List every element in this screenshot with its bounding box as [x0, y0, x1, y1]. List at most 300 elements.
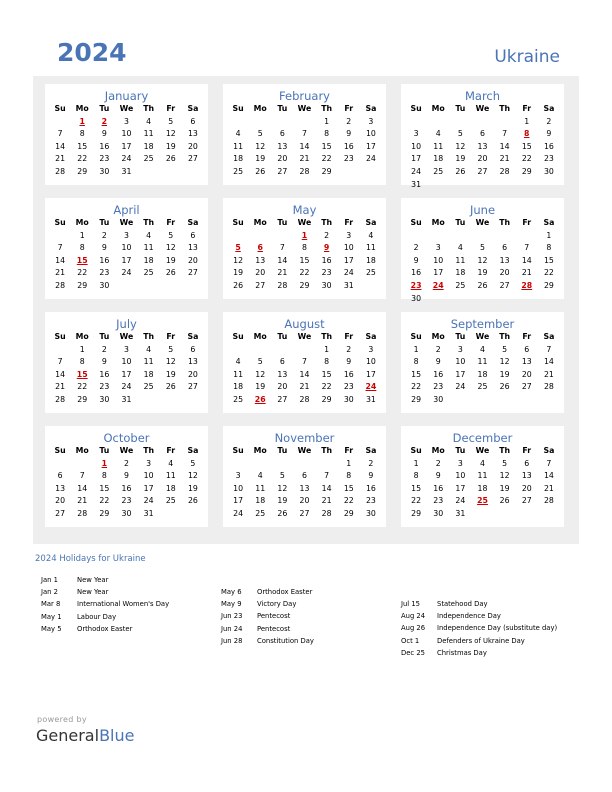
holiday-row	[401, 635, 557, 647]
holiday-name: Independence Day (substitute day)	[437, 624, 558, 633]
day-cell: 29	[299, 280, 310, 290]
weekday-header: Mo	[431, 446, 445, 455]
weekday-header: We	[119, 332, 134, 341]
day-cell: 4	[480, 458, 485, 468]
holiday-date: Aug 26	[401, 624, 426, 633]
empty-cell	[227, 344, 249, 357]
day-cell: 22	[99, 496, 110, 506]
day-cell: 8	[413, 471, 419, 481]
day-cell: 15	[411, 369, 422, 379]
day-cell: 1	[346, 458, 352, 468]
day-cell: 14	[299, 141, 310, 151]
day-grid	[223, 217, 386, 293]
day-cell: 30	[343, 394, 354, 404]
empty-cell	[494, 230, 516, 243]
day-cell: 30	[99, 394, 110, 404]
holiday-name: International Women's Day	[77, 600, 170, 609]
day-cell: 30	[365, 508, 376, 518]
day-cell: 30	[543, 166, 554, 176]
day-cell: 21	[55, 154, 66, 164]
day-cell: 17	[143, 483, 154, 493]
weekday-header: We	[297, 104, 312, 113]
day-cell: 27	[55, 508, 66, 518]
empty-cell	[405, 116, 427, 129]
weekday-header: Fr	[344, 218, 354, 227]
weekday-header: Th	[321, 218, 333, 227]
day-cell: 13	[277, 369, 288, 379]
weekday-header: Th	[321, 446, 333, 455]
holiday-day-cell: 23	[410, 280, 422, 290]
empty-cell	[271, 458, 293, 471]
day-cell: 8	[346, 471, 352, 481]
empty-cell	[227, 116, 249, 129]
day-cell: 6	[524, 344, 530, 354]
weekday-header: Su	[410, 446, 422, 455]
month-name: November	[274, 431, 335, 445]
holiday-date: Jun 28	[221, 636, 243, 645]
weekday-header: We	[475, 446, 490, 455]
day-cell: 10	[411, 141, 422, 151]
day-cell: 17	[121, 255, 132, 265]
day-cell: 12	[455, 141, 466, 151]
day-cell: 16	[433, 483, 444, 493]
day-cell: 13	[187, 129, 198, 139]
day-cell: 2	[546, 116, 552, 126]
month-name: August	[284, 317, 325, 331]
generalblue-logo[interactable]	[36, 726, 134, 745]
day-cell: 3	[235, 471, 241, 481]
weekday-header: Mo	[253, 218, 267, 227]
day-cell: 13	[187, 243, 198, 253]
weekday-header: Tu	[277, 104, 288, 113]
weekday-header: We	[119, 218, 134, 227]
weekday-header: Th	[143, 218, 155, 227]
day-cell: 10	[343, 243, 354, 253]
day-cell: 30	[433, 394, 444, 404]
day-cell: 10	[121, 357, 132, 367]
weekday-header: Th	[499, 446, 511, 455]
weekday-header: We	[475, 218, 490, 227]
day-cell: 22	[343, 496, 354, 506]
day-cell: 18	[233, 382, 244, 392]
day-cell: 22	[411, 382, 422, 392]
day-cell: 2	[368, 458, 374, 468]
day-cell: 19	[255, 382, 266, 392]
day-cell: 21	[55, 382, 66, 392]
weekday-header: Sa	[543, 332, 555, 341]
day-cell: 7	[324, 471, 330, 481]
day-cell: 29	[321, 394, 332, 404]
day-cell: 5	[480, 243, 485, 253]
holiday-column	[221, 586, 314, 647]
day-cell: 20	[55, 496, 66, 506]
day-cell: 26	[455, 166, 466, 176]
day-cell: 5	[257, 129, 263, 139]
day-cell: 5	[190, 458, 196, 468]
holiday-name: Victory Day	[257, 600, 297, 609]
weekday-header: Tu	[99, 446, 110, 455]
day-cell: 11	[143, 129, 154, 139]
day-grid	[45, 103, 208, 179]
weekday-header: Tu	[277, 446, 288, 455]
weekday-header: Sa	[187, 332, 199, 341]
day-cell: 23	[321, 268, 332, 278]
day-cell: 4	[435, 129, 441, 139]
day-cell: 10	[433, 255, 444, 265]
day-cell: 11	[255, 483, 266, 493]
holiday-day-cell: 5	[235, 243, 241, 253]
day-cell: 7	[57, 357, 63, 367]
day-cell: 20	[477, 154, 488, 164]
holiday-day-cell: 1	[301, 230, 308, 240]
day-cell: 11	[143, 243, 154, 253]
day-cell: 14	[55, 369, 66, 379]
empty-cell	[449, 230, 471, 243]
day-cell: 20	[521, 369, 532, 379]
day-cell: 25	[455, 280, 466, 290]
day-cell: 24	[365, 154, 376, 164]
day-cell: 3	[413, 129, 419, 139]
holiday-day-cell: 26	[254, 394, 266, 404]
weekday-header: Su	[54, 104, 66, 113]
day-cell: 3	[124, 230, 129, 240]
day-cell: 18	[233, 154, 244, 164]
day-cell: 3	[124, 116, 129, 126]
month-july	[45, 312, 208, 413]
day-cell: 28	[499, 166, 510, 176]
day-cell: 12	[477, 255, 488, 265]
month-april	[45, 198, 208, 299]
day-cell: 8	[79, 357, 85, 367]
holiday-date: Jan 1	[41, 576, 58, 584]
day-cell: 30	[433, 508, 444, 518]
day-cell: 23	[99, 154, 110, 164]
empty-cell	[249, 458, 271, 471]
day-cell: 11	[165, 471, 176, 481]
month-november	[223, 426, 386, 527]
holiday-column	[41, 574, 169, 635]
day-cell: 17	[433, 268, 444, 278]
day-cell: 29	[411, 394, 422, 404]
weekday-header: Th	[143, 104, 155, 113]
holiday-row	[401, 647, 557, 659]
empty-cell	[427, 230, 449, 243]
day-cell: 23	[99, 268, 110, 278]
day-cell: 19	[499, 369, 510, 379]
month-name: December	[452, 431, 513, 445]
day-cell: 18	[365, 255, 376, 265]
empty-cell	[494, 116, 516, 129]
day-cell: 9	[101, 129, 107, 139]
holiday-row	[41, 598, 169, 610]
day-cell: 29	[411, 508, 422, 518]
day-cell: 18	[433, 154, 444, 164]
weekday-header: Mo	[431, 218, 445, 227]
day-cell: 8	[302, 243, 307, 253]
day-cell: 18	[455, 268, 466, 278]
day-cell: 9	[435, 357, 441, 367]
day-cell: 16	[321, 255, 332, 265]
day-cell: 26	[187, 496, 198, 506]
day-cell: 4	[146, 344, 152, 354]
day-cell: 17	[121, 369, 132, 379]
day-cell: 20	[255, 268, 266, 278]
day-cell: 16	[543, 141, 554, 151]
weekday-header: Th	[321, 332, 333, 341]
day-cell: 3	[457, 344, 463, 354]
empty-cell	[49, 344, 71, 357]
day-cell: 11	[365, 243, 376, 253]
holiday-date: Jan 2	[41, 588, 58, 597]
empty-cell	[471, 230, 493, 243]
holiday-day-cell: 24	[432, 280, 444, 290]
day-cell: 20	[277, 382, 288, 392]
day-cell: 28	[55, 394, 66, 404]
day-cell: 30	[121, 508, 132, 518]
day-cell: 12	[277, 483, 288, 493]
holiday-name: New Year	[77, 588, 109, 597]
day-cell: 31	[411, 179, 422, 189]
day-cell: 13	[277, 141, 288, 151]
day-cell: 7	[79, 471, 85, 481]
day-cell: 9	[346, 129, 352, 139]
weekday-header: Mo	[253, 446, 267, 455]
day-cell: 19	[233, 268, 244, 278]
day-grid	[223, 103, 386, 179]
day-cell: 15	[321, 141, 332, 151]
holiday-row	[401, 598, 557, 610]
empty-cell	[271, 344, 293, 357]
weekday-header: Th	[321, 104, 333, 113]
day-cell: 22	[77, 382, 88, 392]
calendar-panel	[33, 76, 579, 544]
weekday-header: Sa	[365, 218, 377, 227]
weekday-header: Th	[143, 332, 155, 341]
holiday-day-cell: 9	[323, 243, 330, 253]
day-cell: 6	[524, 458, 530, 468]
day-cell: 27	[499, 280, 510, 290]
day-cell: 10	[233, 483, 244, 493]
day-cell: 8	[546, 243, 552, 253]
day-cell: 23	[433, 496, 444, 506]
holiday-row	[401, 622, 557, 634]
day-cell: 6	[57, 471, 63, 481]
empty-cell	[271, 230, 293, 243]
day-cell: 12	[165, 357, 176, 367]
day-cell: 17	[343, 255, 354, 265]
holiday-day-cell: 2	[101, 116, 108, 126]
day-cell: 19	[187, 483, 198, 493]
day-cell: 18	[255, 496, 266, 506]
holiday-row	[41, 574, 169, 586]
day-cell: 16	[433, 369, 444, 379]
day-cell: 16	[411, 268, 422, 278]
day-cell: 28	[277, 280, 288, 290]
holiday-name: Defenders of Ukraine Day	[437, 636, 525, 645]
weekday-header: Su	[54, 218, 66, 227]
day-cell: 9	[124, 471, 129, 481]
day-cell: 7	[57, 243, 63, 253]
holiday-day-cell: 28	[521, 280, 533, 290]
empty-cell	[293, 458, 315, 471]
month-name: July	[116, 317, 137, 331]
day-cell: 27	[187, 268, 198, 278]
day-cell: 23	[343, 154, 354, 164]
day-cell: 14	[277, 255, 288, 265]
day-cell: 6	[279, 357, 285, 367]
month-october	[45, 426, 208, 527]
day-cell: 10	[121, 129, 132, 139]
day-cell: 15	[543, 255, 554, 265]
day-cell: 14	[55, 255, 66, 265]
day-cell: 2	[124, 458, 129, 468]
empty-cell	[249, 344, 271, 357]
day-cell: 12	[255, 141, 266, 151]
day-cell: 24	[343, 268, 354, 278]
day-cell: 18	[143, 369, 154, 379]
day-cell: 11	[233, 369, 244, 379]
day-cell: 17	[411, 154, 422, 164]
day-cell: 15	[321, 369, 332, 379]
holiday-day-cell: 1	[101, 458, 108, 468]
day-cell: 10	[121, 243, 132, 253]
day-grid	[401, 103, 564, 191]
day-cell: 20	[187, 255, 198, 265]
day-cell: 9	[346, 357, 352, 367]
weekday-header: Tu	[277, 332, 288, 341]
day-cell: 11	[433, 141, 444, 151]
day-cell: 28	[77, 508, 88, 518]
day-cell: 27	[477, 166, 488, 176]
day-cell: 8	[79, 129, 85, 139]
holiday-day-cell: 8	[524, 129, 530, 139]
day-cell: 15	[299, 255, 310, 265]
day-cell: 16	[343, 141, 354, 151]
holiday-date: May 1	[41, 612, 62, 621]
day-cell: 18	[143, 141, 154, 151]
holiday-name: Statehood Day	[437, 600, 488, 608]
brand-general: General	[36, 726, 100, 745]
empty-cell	[49, 116, 71, 129]
day-cell: 25	[365, 268, 376, 278]
day-cell: 3	[346, 230, 352, 240]
day-cell: 6	[302, 471, 307, 481]
day-cell: 2	[435, 344, 441, 354]
day-cell: 14	[321, 483, 332, 493]
day-cell: 18	[477, 483, 488, 493]
holiday-row	[221, 586, 314, 598]
day-cell: 28	[543, 382, 554, 392]
brand-blue: Blue	[99, 726, 135, 745]
day-cell: 22	[321, 154, 332, 164]
day-cell: 19	[165, 255, 176, 265]
day-cell: 12	[499, 357, 510, 367]
day-cell: 30	[99, 166, 110, 176]
day-cell: 24	[121, 154, 132, 164]
day-cell: 15	[99, 483, 110, 493]
empty-cell	[293, 116, 315, 129]
day-cell: 11	[477, 357, 488, 367]
day-cell: 11	[233, 141, 244, 151]
weekday-header: Su	[232, 446, 244, 455]
day-cell: 5	[502, 344, 508, 354]
empty-cell	[316, 458, 338, 471]
empty-cell	[49, 230, 71, 243]
holiday-row	[221, 623, 314, 635]
day-cell: 27	[187, 382, 198, 392]
empty-cell	[49, 458, 71, 471]
day-cell: 26	[165, 382, 176, 392]
day-cell: 16	[343, 369, 354, 379]
day-cell: 16	[99, 141, 110, 151]
day-cell: 18	[143, 255, 154, 265]
day-cell: 5	[168, 230, 174, 240]
day-cell: 25	[233, 166, 244, 176]
day-cell: 28	[299, 166, 310, 176]
day-cell: 24	[143, 496, 154, 506]
holiday-date: Oct 1	[401, 636, 420, 645]
day-cell: 30	[411, 293, 422, 303]
month-name: October	[103, 431, 150, 445]
day-cell: 22	[77, 154, 88, 164]
weekday-header: Tu	[99, 332, 110, 341]
day-cell: 29	[77, 280, 88, 290]
holiday-name: New Year	[77, 576, 109, 584]
day-cell: 18	[477, 369, 488, 379]
day-cell: 29	[521, 166, 532, 176]
day-cell: 23	[343, 382, 354, 392]
empty-cell	[449, 116, 471, 129]
weekday-header: Su	[410, 332, 422, 341]
day-cell: 21	[521, 268, 532, 278]
day-cell: 19	[499, 483, 510, 493]
weekday-header: Su	[232, 332, 244, 341]
day-cell: 14	[543, 357, 554, 367]
day-cell: 20	[521, 483, 532, 493]
day-cell: 27	[521, 382, 532, 392]
weekday-header: Su	[410, 104, 422, 113]
weekday-header: We	[297, 446, 312, 455]
weekday-header: Fr	[344, 104, 354, 113]
weekday-header: Th	[499, 218, 511, 227]
day-cell: 14	[77, 483, 88, 493]
weekday-header: Su	[54, 332, 66, 341]
day-cell: 9	[546, 129, 552, 139]
day-cell: 4	[235, 129, 241, 139]
month-name: June	[469, 203, 496, 217]
day-cell: 1	[79, 230, 85, 240]
day-cell: 9	[435, 471, 441, 481]
holiday-date: Jul 15	[401, 600, 421, 608]
day-cell: 23	[99, 382, 110, 392]
weekday-header: Fr	[344, 446, 354, 455]
weekday-header: Tu	[455, 218, 466, 227]
holiday-date: Jun 23	[221, 612, 243, 621]
holiday-date: May 6	[221, 588, 242, 596]
month-name: April	[113, 203, 140, 217]
day-cell: 17	[365, 369, 376, 379]
day-cell: 1	[413, 344, 419, 354]
day-cell: 6	[190, 344, 196, 354]
day-cell: 3	[435, 243, 441, 253]
day-cell: 15	[343, 483, 354, 493]
month-january	[45, 84, 208, 185]
day-cell: 7	[524, 243, 530, 253]
day-cell: 28	[55, 166, 66, 176]
day-cell: 26	[255, 166, 266, 176]
day-cell: 13	[521, 471, 532, 481]
day-cell: 5	[257, 357, 263, 367]
